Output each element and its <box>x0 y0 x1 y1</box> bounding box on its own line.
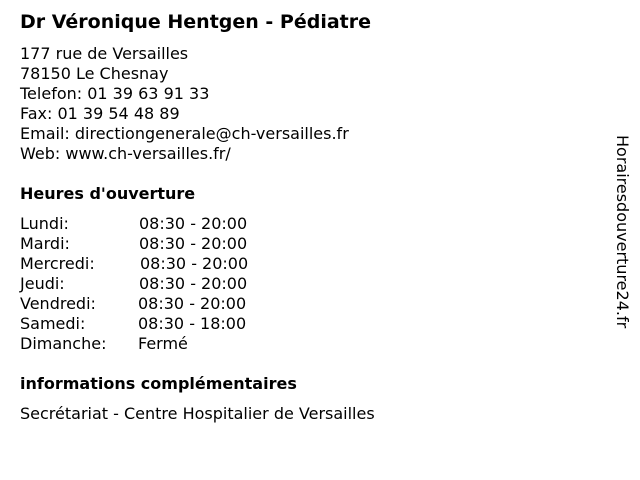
hours-row-sunday <box>20 334 280 354</box>
address-street: 177 rue de Versailles <box>20 44 189 63</box>
hours-time-value: 08:30 - 20:00 <box>140 254 249 273</box>
additional-info-text: Secrétariat - Centre Hospitalier de Versailles <box>20 404 375 423</box>
hours-time-value: 08:30 - 20:00 <box>139 214 248 233</box>
hours-day-label: Vendredi: <box>20 294 96 313</box>
additional-info-heading: informations complémentaires <box>20 374 297 393</box>
email-address: Email: directiongenerale@ch-versailles.fr <box>20 124 349 143</box>
hours-day-label: Mercredi: <box>20 254 95 273</box>
opening-hours-heading: Heures d'ouverture <box>20 184 196 203</box>
watermark-text: Horairesdouverture24.fr <box>613 135 632 329</box>
phone-number: Telefon: 01 39 63 91 33 <box>20 84 210 103</box>
fax-number: Fax: 01 39 54 48 89 <box>20 104 180 123</box>
hours-row-thursday <box>20 274 280 294</box>
hours-row-friday <box>20 294 280 314</box>
hours-row-tuesday <box>20 234 280 254</box>
hours-time-value: 08:30 - 20:00 <box>138 294 247 313</box>
hours-day-label: Jeudi: <box>20 274 65 293</box>
hours-row-wednesday <box>20 254 280 274</box>
hours-time-value: Fermé <box>138 334 188 353</box>
site-watermark <box>612 135 632 370</box>
address-city: 78150 Le Chesnay <box>20 64 169 83</box>
hours-day-label: Samedi: <box>20 314 86 333</box>
page-title: Dr Véronique Hentgen - Pédiatre <box>20 11 372 33</box>
hours-day-label: Lundi: <box>20 214 69 233</box>
hours-time-value: 08:30 - 20:00 <box>139 234 248 253</box>
hours-row-monday <box>20 214 280 234</box>
website-address: Web: www.ch-versailles.fr/ <box>20 144 231 163</box>
hours-time-value: 08:30 - 18:00 <box>138 314 247 333</box>
contact-block <box>20 44 349 164</box>
opening-hours-list <box>20 214 280 354</box>
hours-day-label: Dimanche: <box>20 334 107 353</box>
hours-row-saturday <box>20 314 280 334</box>
hours-day-label: Mardi: <box>20 234 70 253</box>
hours-time-value: 08:30 - 20:00 <box>139 274 248 293</box>
